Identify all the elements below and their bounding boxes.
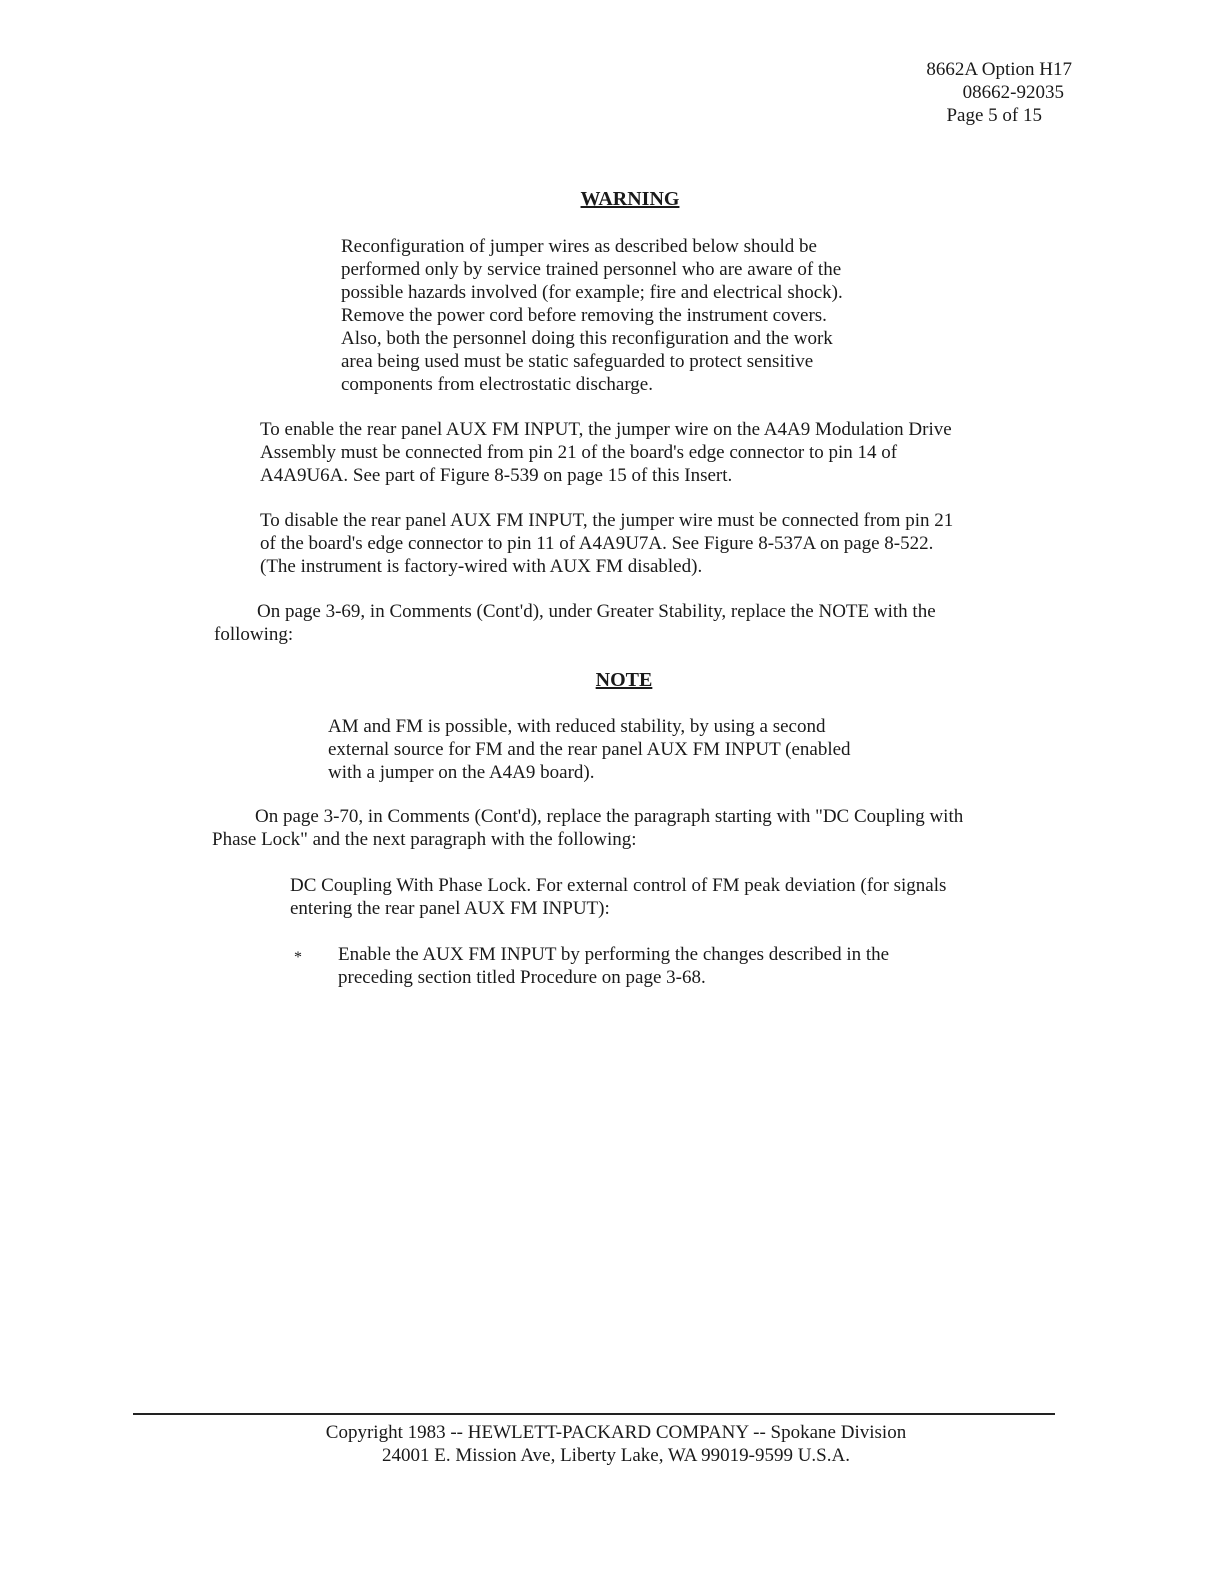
bullet-line: preceding section titled Procedure on page 3-68. [338, 967, 706, 988]
model-label: 8662A Option H17 [926, 59, 1072, 80]
warning-line: area being used must be static safeguarded to protect sensitive [341, 351, 814, 372]
warning-line: components from electrostatic discharge. [341, 374, 653, 395]
bullet-text [338, 943, 889, 989]
part-number: 08662-92035 [962, 82, 1064, 103]
paragraph-line: DC Coupling With Phase Lock. For external control of FM peak deviation (for signals [290, 875, 947, 896]
paragraph-line: On page 3-69, in Comments (Cont'd), under Greater Stability, replace the NOTE with the [257, 601, 936, 622]
warning-text [341, 235, 843, 396]
note-line: external source for FM and the rear panel AUX FM INPUT (enabled [328, 739, 851, 760]
paragraph-line: A4A9U6A. See part of Figure 8-539 on page 15 of this Insert. [260, 465, 733, 486]
warning-line: Also, both the personnel doing this reconfiguration and the work [341, 328, 833, 349]
warning-line: possible hazards involved (for example; fire and electrical shock). [341, 282, 843, 303]
paragraph-line: To enable the rear panel AUX FM INPUT, the jumper wire on the A4A9 Modulation Drive [260, 419, 952, 440]
bullet-line: Enable the AUX FM INPUT by performing the changes described in the [338, 944, 890, 965]
warning-line: Reconfiguration of jumper wires as described below should be [341, 236, 817, 257]
warning-line: performed only by service trained personnel who are aware of the [341, 259, 842, 280]
paragraph-line: On page 3-70, in Comments (Cont'd), replace the paragraph starting with "DC Coupling with [255, 806, 964, 827]
note-line: with a jumper on the A4A9 board). [328, 762, 595, 783]
bullet-asterisk: * [294, 949, 302, 966]
note-heading: NOTE [595, 669, 653, 691]
paragraph-line: Phase Lock" and the next paragraph with the following: [212, 829, 637, 850]
enable-aux-fm-paragraph [260, 418, 952, 487]
page-3-70-paragraph [212, 805, 963, 851]
note-text [328, 715, 851, 784]
paragraph-line: entering the rear panel AUX FM INPUT): [290, 898, 610, 919]
warning-line: Remove the power cord before removing the instrument covers. [341, 305, 827, 326]
footer-divider [133, 1413, 1055, 1415]
paragraph-line: Assembly must be connected from pin 21 of the board's edge connector to pin 14 of [260, 442, 898, 463]
page-number: Page 5 of 15 [946, 105, 1042, 126]
dc-coupling-paragraph [290, 874, 946, 920]
note-line: AM and FM is possible, with reduced stability, by using a second [328, 716, 826, 737]
paragraph-line: of the board's edge connector to pin 11 of A4A9U7A. See Figure 8-537A on page 8-522. [260, 533, 934, 554]
disable-aux-fm-paragraph [260, 509, 953, 578]
warning-heading: WARNING [580, 188, 680, 210]
paragraph-line: following: [214, 624, 294, 645]
paragraph-line: (The instrument is factory-wired with AUX FM disabled). [260, 556, 703, 577]
paragraph-line: To disable the rear panel AUX FM INPUT, the jumper wire must be connected from pin 21 [260, 510, 954, 531]
address-line: 24001 E. Mission Ave, Liberty Lake, WA 99019-9599 U.S.A. [382, 1445, 850, 1466]
copyright-line: Copyright 1983 -- HEWLETT-PACKARD COMPANY -- Spokane Division [325, 1422, 907, 1443]
document-header [872, 58, 1072, 127]
page-3-69-paragraph [214, 600, 936, 646]
document-footer [0, 1421, 1232, 1467]
